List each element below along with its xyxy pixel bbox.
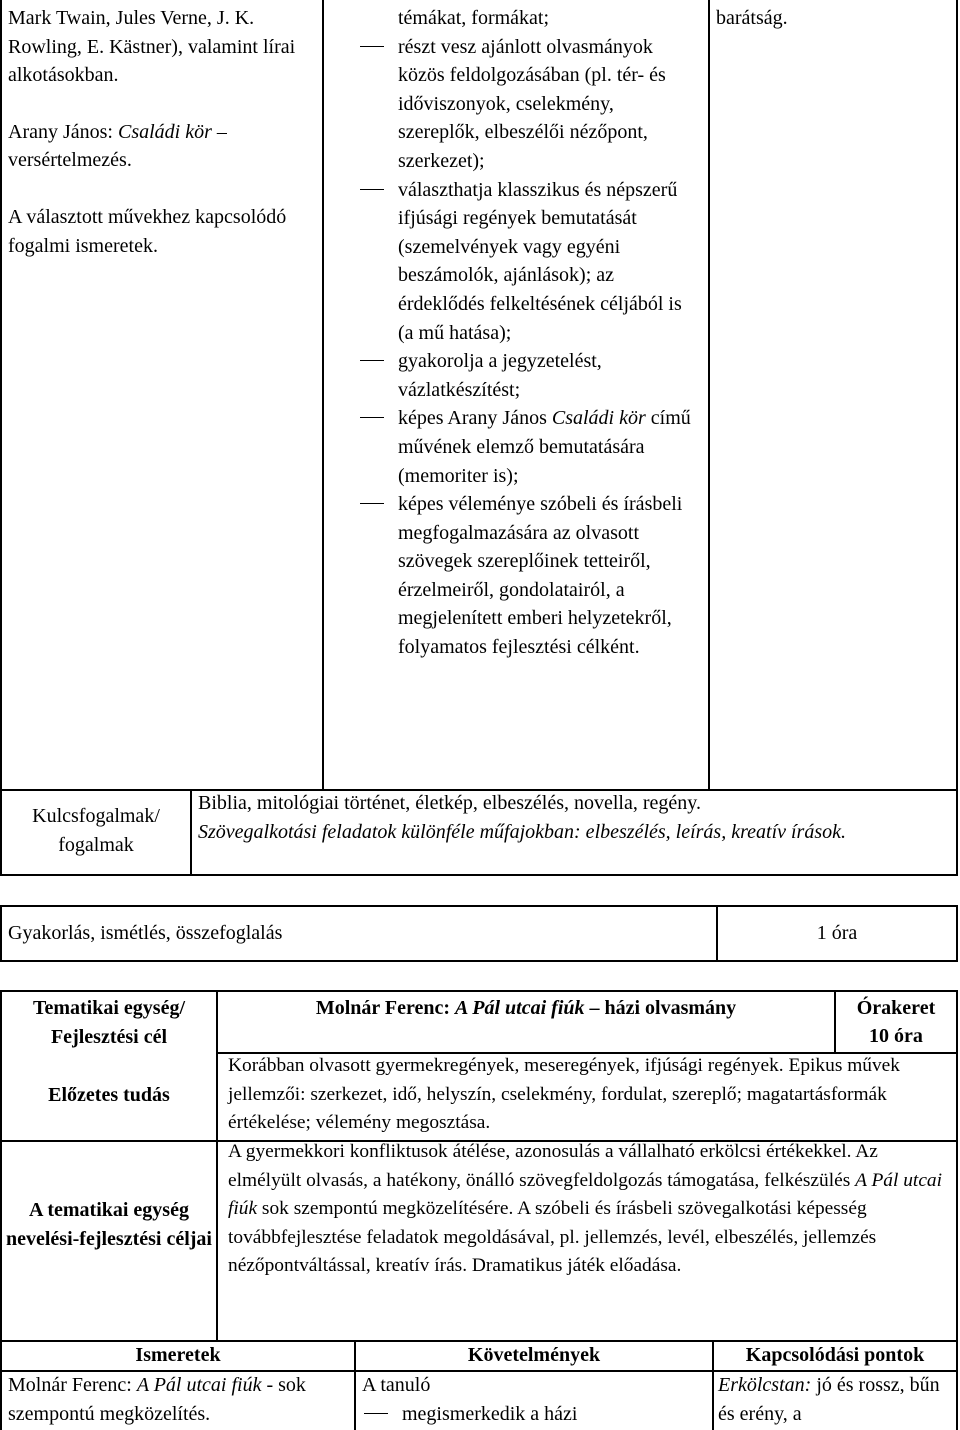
key-concepts-text: Biblia, mitológiai történet, életkép, elbeszélés, novella, regény. Szövegalkotási feladatok különféle műfajokban: elbeszélés, leírás, kreatív írások.	[198, 792, 846, 843]
requirement-item: választhatja klasszikus és népszerű ifjúsági regények bemutatását (szemelvények vagy egyéni beszámolók, ajánlások); az érdeklődés felkeltésének céljából is (a mű hatása);	[358, 176, 698, 348]
hours-value: 10 óra	[869, 1025, 923, 1047]
works-text: Mark Twain, Jules Verne, J. K. Rowling, E. Kästner), valamint lírai alkotásokban.	[8, 7, 296, 87]
requirement-continuation: témákat, formákat;	[398, 7, 550, 29]
prior-knowledge-label: Előzetes tudás	[48, 1084, 170, 1106]
practice-hours: 1 óra	[816, 922, 858, 944]
unit-label: Tematikai egység/ Fejlesztési cél	[32, 997, 186, 1048]
prior-knowledge-text: Korábban olvasott gyermekregények, meseregények, ifjúsági regények. Epikus művek jellemzői: szerkezet, idő, helyszín, cselekmény, fordulat, szereplő; magatartásformák értékelése; vélemény megosztása.	[228, 1055, 900, 1134]
col-header-connections: Kapcsolódási pontok	[745, 1344, 925, 1366]
goals-label: A tematikai egység nevelési-fejlesztési céljai	[5, 1199, 212, 1250]
chosen-works-text: A választott művekhez kapcsolódó fogalmi ismeretek.	[8, 205, 287, 257]
key-concepts-label: Kulcsfogalmak/ fogalmak	[32, 805, 160, 856]
col-header-knowledge: Ismeretek	[135, 1344, 221, 1366]
requirements-row-cell: A tanuló megismerkedik a házi	[362, 1371, 708, 1428]
requirement-item: képes Arany János Családi kör című művének elemző bemutatására (memoriter is);	[358, 404, 698, 490]
unit-title: Molnár Ferenc: A Pál utcai fiúk – házi olvasmány	[315, 997, 737, 1019]
connections-row-cell: Erkölcstan: jó és rossz, bűn és erény, a	[718, 1374, 940, 1425]
goals-text: A gyermekkori konfliktusok átélése, azonosulás a vállalható erkölcsi értékekkel. Az elmélyült olvasás, a hatékony, önálló szövegfeldolgozás támogatása, felkészülés A Pál utcai fiúk sok szempontú megközelítésére. A szóbeli és írásbeli szövegalkotási képesség továbbfejlesztése feladatok megoldásával, pl. jellemzés, levél, elbeszélés, jellemzés nézőpontváltással, kreatív írás. Dramatikus játék előadása.	[228, 1141, 943, 1277]
practice-label: Gyakorlás, ismétlés, összefoglalás	[8, 922, 283, 944]
col-header-requirements: Követelmények	[467, 1344, 601, 1366]
prior-works-cell	[8, 4, 320, 260]
connections-cell: barátság.	[716, 7, 788, 29]
arany-reading: Arany János: Családi kör – versértelmezés.	[8, 120, 227, 172]
knowledge-cell: Molnár Ferenc: A Pál utcai fiúk - sok szempontú megközelítés.	[8, 1374, 306, 1425]
requirement-item: képes véleménye szóbeli és írásbeli megfogalmazására az olvasott szövegek szereplőinek tetteiről, érzelmeiről, gondolatairól, a megjelenített emberi helyzetekről, folyamatos fejlesztési célként.	[358, 490, 698, 662]
hours-label: Órakeret	[856, 997, 936, 1019]
requirement-item: gyakorolja a jegyzetelést, vázlatkészítést;	[358, 347, 698, 404]
requirement-item: részt vesz ajánlott olvasmányok közös feldolgozásában (pl. tér- és időviszonyok, cselekmény, szereplők, elbeszélői nézőpont, szerkezet);	[358, 33, 698, 176]
requirement-item: megismerkedik a házi	[362, 1400, 708, 1429]
requirements-cell	[358, 4, 698, 662]
